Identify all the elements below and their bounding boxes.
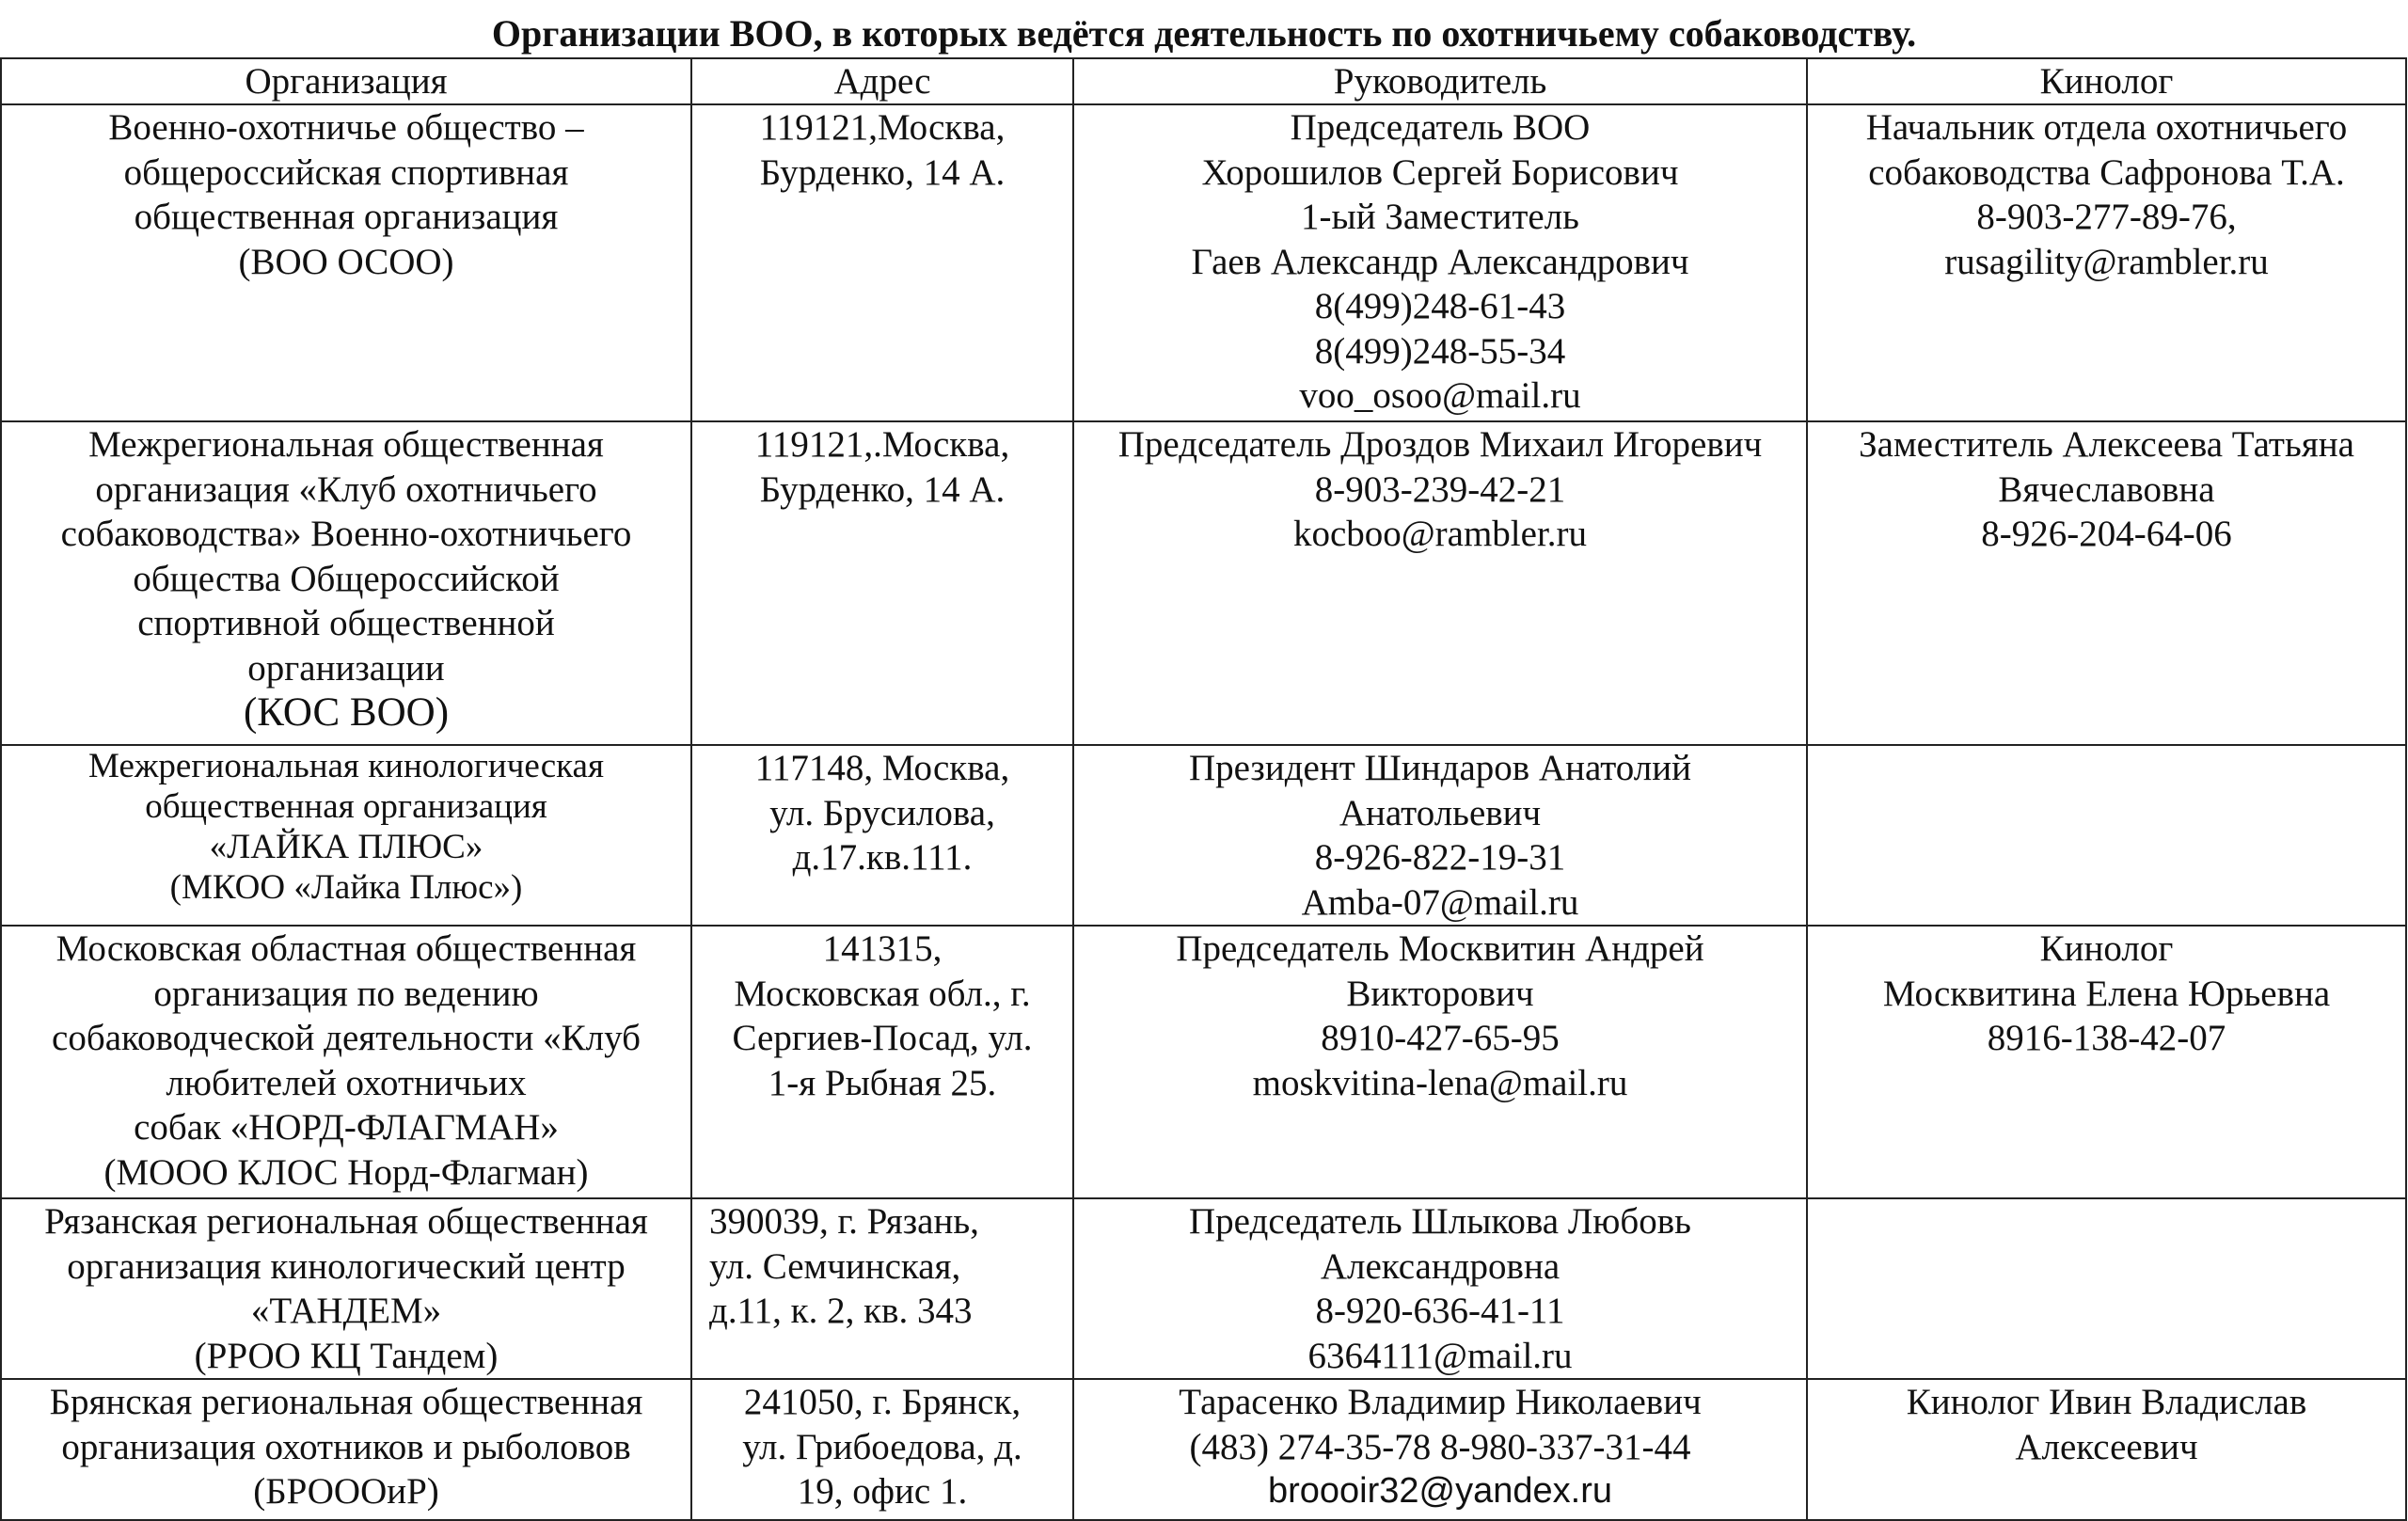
cell-address — [691, 1198, 1073, 1379]
org-line: организация «Клуб охотничьего — [95, 468, 597, 510]
address-line: ул. Брусилова, — [769, 792, 995, 833]
cell-head — [1073, 745, 1807, 926]
head-phone: 8(499)248-55-34 — [1314, 330, 1566, 372]
header-head: Руководитель — [1073, 58, 1807, 104]
address-line: 1-я Рыбная 25. — [768, 1062, 997, 1103]
org-line: общества Общероссийской — [133, 558, 560, 599]
org-line: организации — [247, 647, 445, 689]
address-line: ул. Грибоедова, д. — [742, 1426, 1022, 1467]
org-line: Брянская региональная общественная — [49, 1382, 643, 1422]
header-organization: Организация — [1, 58, 691, 104]
org-line: собаководства» Военно-охотничьего — [60, 514, 632, 554]
head-email: 6364111@mail.ru — [1307, 1335, 1573, 1376]
head-line: Председатель Москвитин Андрей — [1176, 928, 1704, 969]
cynologist-line: Вячеславовна — [1998, 468, 2215, 510]
head-line: Викторович — [1346, 973, 1534, 1014]
address-line: ул. Семчинская, — [709, 1245, 961, 1287]
organizations-table — [0, 57, 2407, 1521]
head-line: Председатель Шлыкова Любовь — [1189, 1201, 1691, 1242]
cynologist-line: Москвитина Елена Юрьевна — [1882, 973, 2331, 1014]
cynologist-line: Заместитель Алексеева Татьяна — [1859, 424, 2354, 465]
head-line: Александровна — [1320, 1245, 1560, 1287]
cynologist-line: Кинолог Ивин Владислав — [1906, 1382, 2307, 1422]
org-line: «ЛАЙКА ПЛЮС» — [209, 828, 483, 866]
cell-address — [691, 1379, 1073, 1520]
org-line: (ВОО ОСОО) — [238, 241, 454, 282]
org-line: Московская областная общественная — [55, 928, 637, 969]
head-line: Президент Шиндаров Анатолий — [1188, 748, 1691, 788]
org-line: Межрегиональная кинологическая — [88, 747, 604, 785]
cynologist-phone: 8916-138-42-07 — [1987, 1018, 2226, 1058]
address-line: 19, офис 1. — [797, 1471, 968, 1512]
cynologist-line: Начальник отдела охотничьего — [1865, 107, 2348, 148]
address-line: 141315, — [822, 928, 943, 969]
header-address: Адрес — [691, 58, 1073, 104]
head-line: Хорошилов Сергей Борисович — [1201, 151, 1679, 193]
cell-organization — [1, 926, 691, 1198]
org-line: собак «НОРД-ФЛАГМАН» — [134, 1107, 559, 1148]
org-line: спортивной общественной — [137, 603, 555, 643]
org-line: любителей охотничьих — [166, 1062, 527, 1103]
cynologist-email: rusagility@rambler.ru — [1944, 241, 2269, 282]
table-row — [1, 104, 2406, 421]
org-line: Межрегиональная общественная — [88, 424, 604, 465]
cell-head — [1073, 926, 1807, 1198]
address-line: 117148, Москва, — [754, 748, 1010, 788]
head-line: Председатель ВОО — [1290, 107, 1591, 148]
document-title: Организации ВОО, в которых ведётся деятельность по охотничьему собаководству. — [491, 12, 1917, 55]
cell-cynologist — [1807, 421, 2406, 745]
cell-organization — [1, 745, 691, 926]
cell-cynologist — [1807, 926, 2406, 1198]
table-row — [1, 1198, 2406, 1379]
head-line: Председатель Дроздов Михаил Игоревич — [1117, 424, 1763, 465]
org-line: организация кинологический центр — [67, 1245, 626, 1287]
cell-address — [691, 745, 1073, 926]
cynologist-phone: 8-926-204-64-06 — [1981, 514, 2232, 554]
table-row — [1, 926, 2406, 1198]
address-line: Московская обл., г. — [734, 973, 1031, 1014]
head-line: 1-ый Заместитель — [1301, 197, 1579, 237]
cell-cynologist — [1807, 745, 2406, 926]
cell-cynologist — [1807, 104, 2406, 421]
org-line: (БРОООиР) — [253, 1471, 439, 1512]
head-phone: 8910-427-65-95 — [1321, 1018, 1560, 1058]
table-row — [1, 745, 2406, 926]
table-header-row — [1, 58, 2406, 104]
cell-organization — [1, 1379, 691, 1520]
cynologist-line: собаководства Сафронова Т.А. — [1868, 151, 2345, 193]
org-line: собаководческой деятельности «Клуб — [52, 1018, 641, 1058]
cell-cynologist — [1807, 1198, 2406, 1379]
head-phone: 8-926-822-19-31 — [1314, 837, 1566, 878]
org-line: общественная организация — [134, 197, 559, 237]
address-line: Сергиев-Посад, ул. — [732, 1018, 1033, 1058]
head-line: Тарасенко Владимир Николаевич — [1179, 1382, 1702, 1422]
address-line: 119121,Москва, — [759, 107, 1006, 148]
head-email: voo_osoo@mail.ru — [1299, 375, 1581, 416]
table-row — [1, 1379, 2406, 1520]
head-phone: 8(499)248-61-43 — [1314, 286, 1566, 326]
head-phone: 8-903-239-42-21 — [1314, 468, 1566, 510]
head-line: Анатольевич — [1339, 792, 1542, 833]
cell-organization — [1, 104, 691, 421]
address-line: Бурденко, 14 А. — [759, 151, 1006, 193]
address-line: 241050, г. Брянск, — [743, 1382, 1022, 1422]
address-line: д.17.кв.111. — [792, 837, 973, 878]
cynologist-phone: 8-903-277-89-76, — [1976, 197, 2237, 237]
cell-organization — [1, 1198, 691, 1379]
table-row — [1, 421, 2406, 745]
org-line: Рязанская региональная общественная — [44, 1201, 648, 1242]
cell-head — [1073, 104, 1807, 421]
org-line: «ТАНДЕМ» — [250, 1291, 442, 1331]
org-abbreviation: (КОС ВОО) — [243, 690, 450, 735]
org-line: организация охотников и рыболовов — [61, 1426, 631, 1467]
cell-address — [691, 421, 1073, 745]
address-line: Бурденко, 14 А. — [759, 468, 1006, 510]
org-line: (РРОО КЦ Тандем) — [194, 1335, 499, 1376]
org-line: (МООО КЛОС Норд-Флагман) — [103, 1151, 589, 1193]
head-line: Гаев Александр Александрович — [1191, 241, 1689, 282]
header-cynologist: Кинолог — [1807, 58, 2406, 104]
head-email: moskvitina-lena@mail.ru — [1252, 1062, 1628, 1103]
head-email: Amba-07@mail.ru — [1301, 881, 1579, 923]
cell-head — [1073, 1198, 1807, 1379]
cell-address — [691, 104, 1073, 421]
org-line: общественная организация — [145, 787, 547, 826]
head-phone: (483) 274-35-78 8-980-337-31-44 — [1189, 1426, 1691, 1467]
cell-organization — [1, 421, 691, 745]
cell-head — [1073, 421, 1807, 745]
address-line: 119121,.Москва, — [754, 424, 1010, 465]
cell-head — [1073, 1379, 1807, 1520]
org-line: (МКОО «Лайка Плюс») — [169, 868, 523, 907]
head-phone: 8-920-636-41-11 — [1315, 1291, 1565, 1331]
cell-address — [691, 926, 1073, 1198]
head-email: broooir32@yandex.ru — [1267, 1471, 1612, 1511]
cynologist-line: Алексеевич — [2015, 1426, 2198, 1467]
cell-cynologist — [1807, 1379, 2406, 1520]
org-line: Военно-охотничье общество – — [108, 107, 584, 148]
org-line: организация по ведению — [153, 973, 539, 1014]
address-line: 390039, г. Рязань, — [709, 1201, 979, 1242]
address-line: д.11, к. 2, кв. 343 — [709, 1291, 973, 1331]
head-email: kocboo@rambler.ru — [1292, 514, 1588, 554]
cynologist-line: Кинолог — [2039, 928, 2174, 969]
org-line: общероссийская спортивная — [123, 151, 569, 193]
